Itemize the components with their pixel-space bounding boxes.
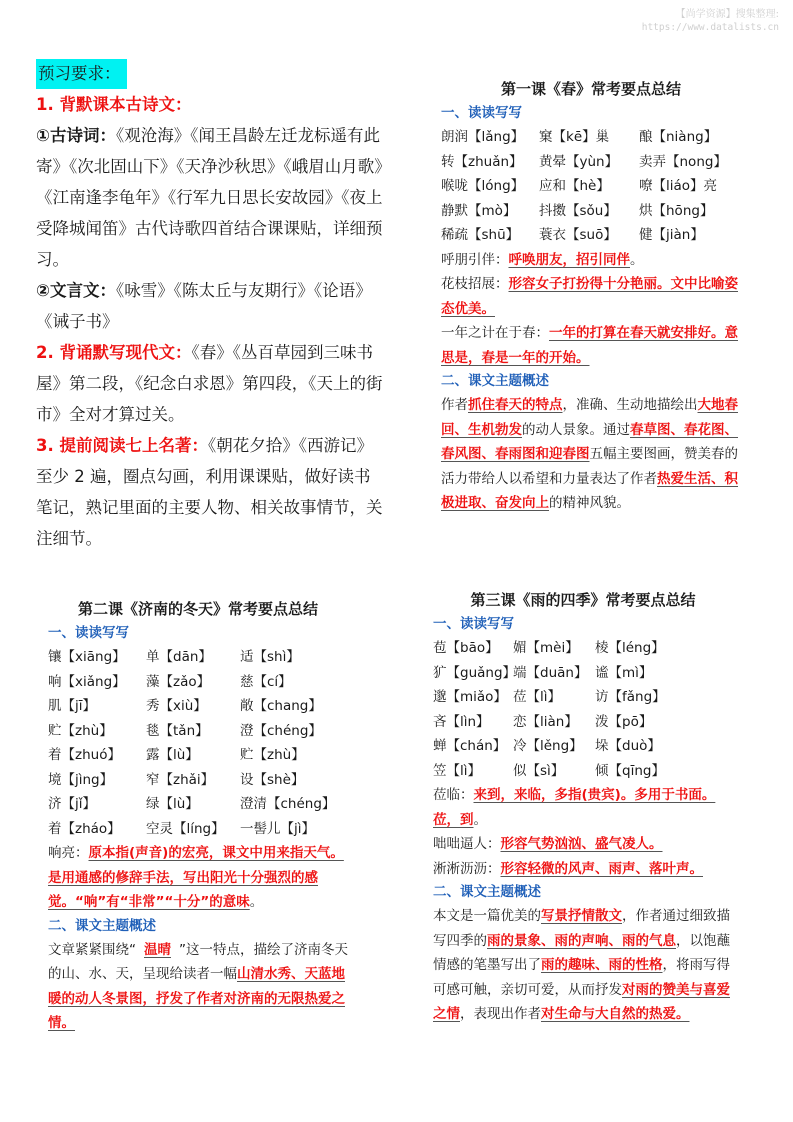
vocab-item: 邈【miǎo】 xyxy=(433,689,507,705)
definition-tail: 。 xyxy=(473,811,487,828)
vocab-item: 着【zhuó】 xyxy=(48,747,121,763)
definition-term: 响亮： xyxy=(48,845,89,861)
definition-meaning: 形容气势汹汹、盛气凌人。 xyxy=(500,836,663,852)
definition-term: 淅淅沥沥： xyxy=(433,860,501,877)
vocab-item: 应和【hè】 xyxy=(539,178,610,194)
lesson2-definitions xyxy=(48,841,348,915)
prep-title: 预习要求： xyxy=(36,59,127,89)
vocab-item: 济【jǐ】 xyxy=(48,796,97,812)
poems-label: ①古诗词： xyxy=(36,126,116,145)
lesson2-title: 第二课《济南的冬天》常考要点总结 xyxy=(77,600,318,618)
summary-highlight: 春草图、春花图、春风图、春雨图和迎春图 xyxy=(441,421,738,462)
summary-text: 的精神风貌。 xyxy=(549,495,630,511)
definition-row xyxy=(48,841,348,915)
vocab-item: 吝【lìn】 xyxy=(433,713,490,730)
definition-row xyxy=(441,321,741,370)
vocab-item: 贮【zhù】 xyxy=(240,747,305,763)
vocab-item: 着【zháo】 xyxy=(48,820,121,837)
watermark-source: 【尚学资源】搜集整理: xyxy=(675,9,779,20)
definition-row xyxy=(441,248,741,273)
vocab-item: 澄【chéng】 xyxy=(240,722,322,739)
vocab-item: 适【shì】 xyxy=(240,649,300,665)
lesson1-section xyxy=(441,76,741,516)
vocab-item: 犷【guǎng】 xyxy=(433,664,517,681)
classical-text: 《咏雪》《陈太丘与友期行》《论语》《诫子书》 xyxy=(36,281,372,331)
vocab-item: 健【jiàn】 xyxy=(639,227,704,243)
definition-term: 呼朋引伴： xyxy=(441,251,509,268)
summary-text: 本文是一篇优美的 xyxy=(433,908,541,924)
summary-text: 五幅主要图画，赞美春的活力带给人以希望和力量表达了作者 xyxy=(441,446,738,487)
prep-item2-text: 《春》《丛百草园到三味书屋》第二段，《纪念白求恩》第四段，《天上的街市》全对才算过关。 xyxy=(36,343,383,424)
summary-text: ，将雨写得可感可触，亲切可爱，从而抒发 xyxy=(433,957,730,998)
summary-text: ，表现出作者 xyxy=(460,1006,541,1022)
vocab-item: 响【xiǎng】 xyxy=(48,673,126,690)
vocab-item: 敞【chang】 xyxy=(240,698,322,714)
vocab-item: 喉咙【lóng】 xyxy=(441,178,525,194)
vocab-item: 肌【jī】 xyxy=(48,698,97,714)
definition-row xyxy=(433,783,733,832)
vocab-item: 秀【xiù】 xyxy=(146,698,207,714)
vocab-item: 莅【lì】 xyxy=(513,689,562,705)
definition-tail: 。 xyxy=(249,894,264,910)
definition-meaning: 形容女子打扮得十分艳丽。文中比喻姿态优美。 xyxy=(441,276,738,317)
vocab-item: 露【lù】 xyxy=(146,747,199,763)
summary-text: 的动人景象。通过 xyxy=(522,421,630,438)
lesson3-summary xyxy=(433,904,733,1027)
summary-text: 文章紧紧围绕“ xyxy=(48,941,136,958)
vocab-item: 蝉【chán】 xyxy=(433,738,507,754)
vocab-item: 泼【pō】 xyxy=(595,713,653,730)
definition-term: 一年之计在于春： xyxy=(441,325,549,341)
lesson1-vocab-grid xyxy=(441,125,741,248)
summary-highlight: 山清水秀、天蓝地暖的动人冬景图，抒发了作者对济南的无限热爱之情。 xyxy=(48,966,345,1031)
lesson1-theme-heading: 二、课文主题概述 xyxy=(441,373,549,389)
vocab-item: 卖弄【nong】 xyxy=(639,153,727,170)
definition-meaning: 原本指(声音)的宏亮，课文中用来指天气。是用通感的修辞手法，写出阳光十分强烈的感觉。“响”有“非常”“十分”的意味 xyxy=(48,845,344,910)
lesson1-definitions xyxy=(441,248,741,371)
lesson2-vocab-heading: 一、读读写写 xyxy=(48,625,129,641)
vocab-item: 恋【liàn】 xyxy=(513,713,578,730)
definition-row xyxy=(433,832,733,857)
definition-row xyxy=(433,857,733,882)
vocab-item: 窠【kē】巢 xyxy=(539,129,610,145)
lesson1-summary xyxy=(441,393,741,516)
definition-meaning: 形容轻微的风声、雨声、落叶声。 xyxy=(500,860,703,877)
lesson3-vocab-grid xyxy=(433,636,733,783)
prep-item3-text: 《朝花夕拾》《西游记》至少 2 遍，圈点勾画，利用课课贴，做好读书笔记，熟记里面的主要人物、相关故事情节，关注细节。 xyxy=(36,436,383,548)
vocab-item: 贮【zhù】 xyxy=(48,722,113,739)
vocab-item: 似【sì】 xyxy=(513,762,565,779)
summary-text: ”这一特点，描绘了济南冬天的山、水、天，呈现给读者一幅 xyxy=(48,941,348,982)
summary-highlight: 热爱生活、积极进取、奋发向上 xyxy=(441,470,738,511)
vocab-item: 冷【lěng】 xyxy=(513,738,583,754)
lesson2-section xyxy=(48,596,348,1036)
lesson3-theme-heading: 二、课文主题概述 xyxy=(433,884,541,900)
definition-row xyxy=(441,272,741,321)
vocab-item: 稀疏【shū】 xyxy=(441,227,520,243)
lesson3-title: 第三课《雨的四季》常考要点总结 xyxy=(470,591,696,609)
summary-text: 作者 xyxy=(441,397,468,413)
watermark-url: https://www.datalists.cn xyxy=(641,22,779,33)
summary-keyword: 温晴 xyxy=(144,941,171,958)
lesson2-vocab-grid xyxy=(48,645,348,841)
lesson2-summary xyxy=(48,938,348,1036)
definition-term: 莅临： xyxy=(433,787,474,803)
definition-term: 咄咄逼人： xyxy=(433,836,501,852)
vocab-item: 转【zhuǎn】 xyxy=(441,153,523,170)
summary-text: ，作者通过细致描写四季的 xyxy=(433,908,730,949)
summary-text: ，以饱蘸情感的笔墨写出了 xyxy=(433,932,730,973)
vocab-item: 毯【tǎn】 xyxy=(146,722,209,739)
vocab-item: 澄清【chéng】 xyxy=(240,796,336,812)
vocab-item: 一髻儿【jì】 xyxy=(240,820,316,837)
vocab-item: 媚【mèi】 xyxy=(513,640,579,656)
definition-meaning: 呼唤朋友，招引同伴 xyxy=(508,251,630,268)
vocab-item: 朗润【lǎng】 xyxy=(441,129,525,145)
prep-item2-heading: 2. 背诵默写现代文： xyxy=(36,343,192,362)
definition-meaning: 一年的打算在春天就安排好。意思是，春是一年的开始。 xyxy=(441,325,738,366)
vocab-item: 境【jìng】 xyxy=(48,771,114,788)
summary-highlight: 对雨的赞美与喜爱之情 xyxy=(433,981,730,1022)
lesson2-theme-heading: 二、课文主题概述 xyxy=(48,917,156,934)
vocab-item: 藻【zǎo】 xyxy=(146,673,211,690)
vocab-item: 窄【zhǎi】 xyxy=(146,771,215,788)
lesson3-vocab-heading: 一、读读写写 xyxy=(433,616,514,632)
poems-text: 《观沧海》《闻王昌龄左迁龙标遥有此寄》《次北固山下》《天净沙秋思》《峨眉山月歌》《江南逢李龟年》《行军九日思长安故园》《夜上受降城闻笛》古代诗歌四首结合课课贴，详细预习。 xyxy=(36,126,383,269)
definition-term: 花枝招展： xyxy=(441,276,509,292)
vocab-item: 慈【cí】 xyxy=(240,673,292,690)
lesson1-vocab-heading: 一、读读写写 xyxy=(441,105,522,121)
vocab-item: 黄晕【yùn】 xyxy=(539,153,619,170)
summary-highlight: 写景抒情散文 xyxy=(541,908,622,924)
lesson1-title: 第一课《春》常考要点总结 xyxy=(500,80,681,98)
summary-text: ，准确、生动地描绘出 xyxy=(562,397,698,413)
vocab-item: 垛【duò】 xyxy=(595,738,661,754)
summary-highlight: 雨的趣味、雨的性格 xyxy=(541,957,663,973)
vocab-item: 苞【bāo】 xyxy=(433,640,499,656)
lesson3-section xyxy=(433,587,733,1027)
summary-highlight: 对生命与大自然的热爱。 xyxy=(541,1006,690,1022)
vocab-item: 谧【mì】 xyxy=(595,664,653,681)
vocab-item: 倾【qīng】 xyxy=(595,762,665,779)
vocab-item: 棱【léng】 xyxy=(595,640,665,656)
vocab-item: 镶【xiāng】 xyxy=(48,649,126,665)
definition-tail: 。 xyxy=(630,251,644,268)
prep-item1-heading: 1. 背默课本古诗文： xyxy=(36,95,192,114)
watermark xyxy=(642,8,779,34)
definition-meaning: 来到，来临，多指(贵宾)。多用于书面。莅，到 xyxy=(433,787,716,828)
summary-highlight: 抓住春天的特点 xyxy=(468,397,563,413)
vocab-item: 嘹【liáo】亮 xyxy=(639,178,718,194)
vocab-item: 抖擞【sǒu】 xyxy=(539,202,617,219)
vocab-item: 端【duān】 xyxy=(513,664,588,681)
vocab-item: 烘【hōng】 xyxy=(639,202,714,219)
vocab-item: 绿【lù】 xyxy=(146,796,199,812)
vocab-item: 设【shè】 xyxy=(240,771,305,788)
vocab-item: 单【dān】 xyxy=(146,649,212,665)
prep-item3-heading: 3. 提前阅读七上名著： xyxy=(36,436,208,455)
vocab-item: 酿【niàng】 xyxy=(639,129,718,145)
classical-label: ②文言文： xyxy=(36,281,116,300)
vocab-item: 静默【mò】 xyxy=(441,202,517,219)
vocab-item: 访【fǎng】 xyxy=(595,689,666,705)
vocab-item: 蓑衣【suō】 xyxy=(539,227,617,243)
vocab-item: 空灵【líng】 xyxy=(146,820,225,837)
vocab-item: 笠【lì】 xyxy=(433,762,482,779)
prep-requirements xyxy=(36,58,386,554)
summary-highlight: 大地春回、生机勃发 xyxy=(441,397,738,438)
summary-highlight: 雨的景象、雨的声响、雨的气息 xyxy=(487,932,676,949)
lesson3-definitions xyxy=(433,783,733,881)
